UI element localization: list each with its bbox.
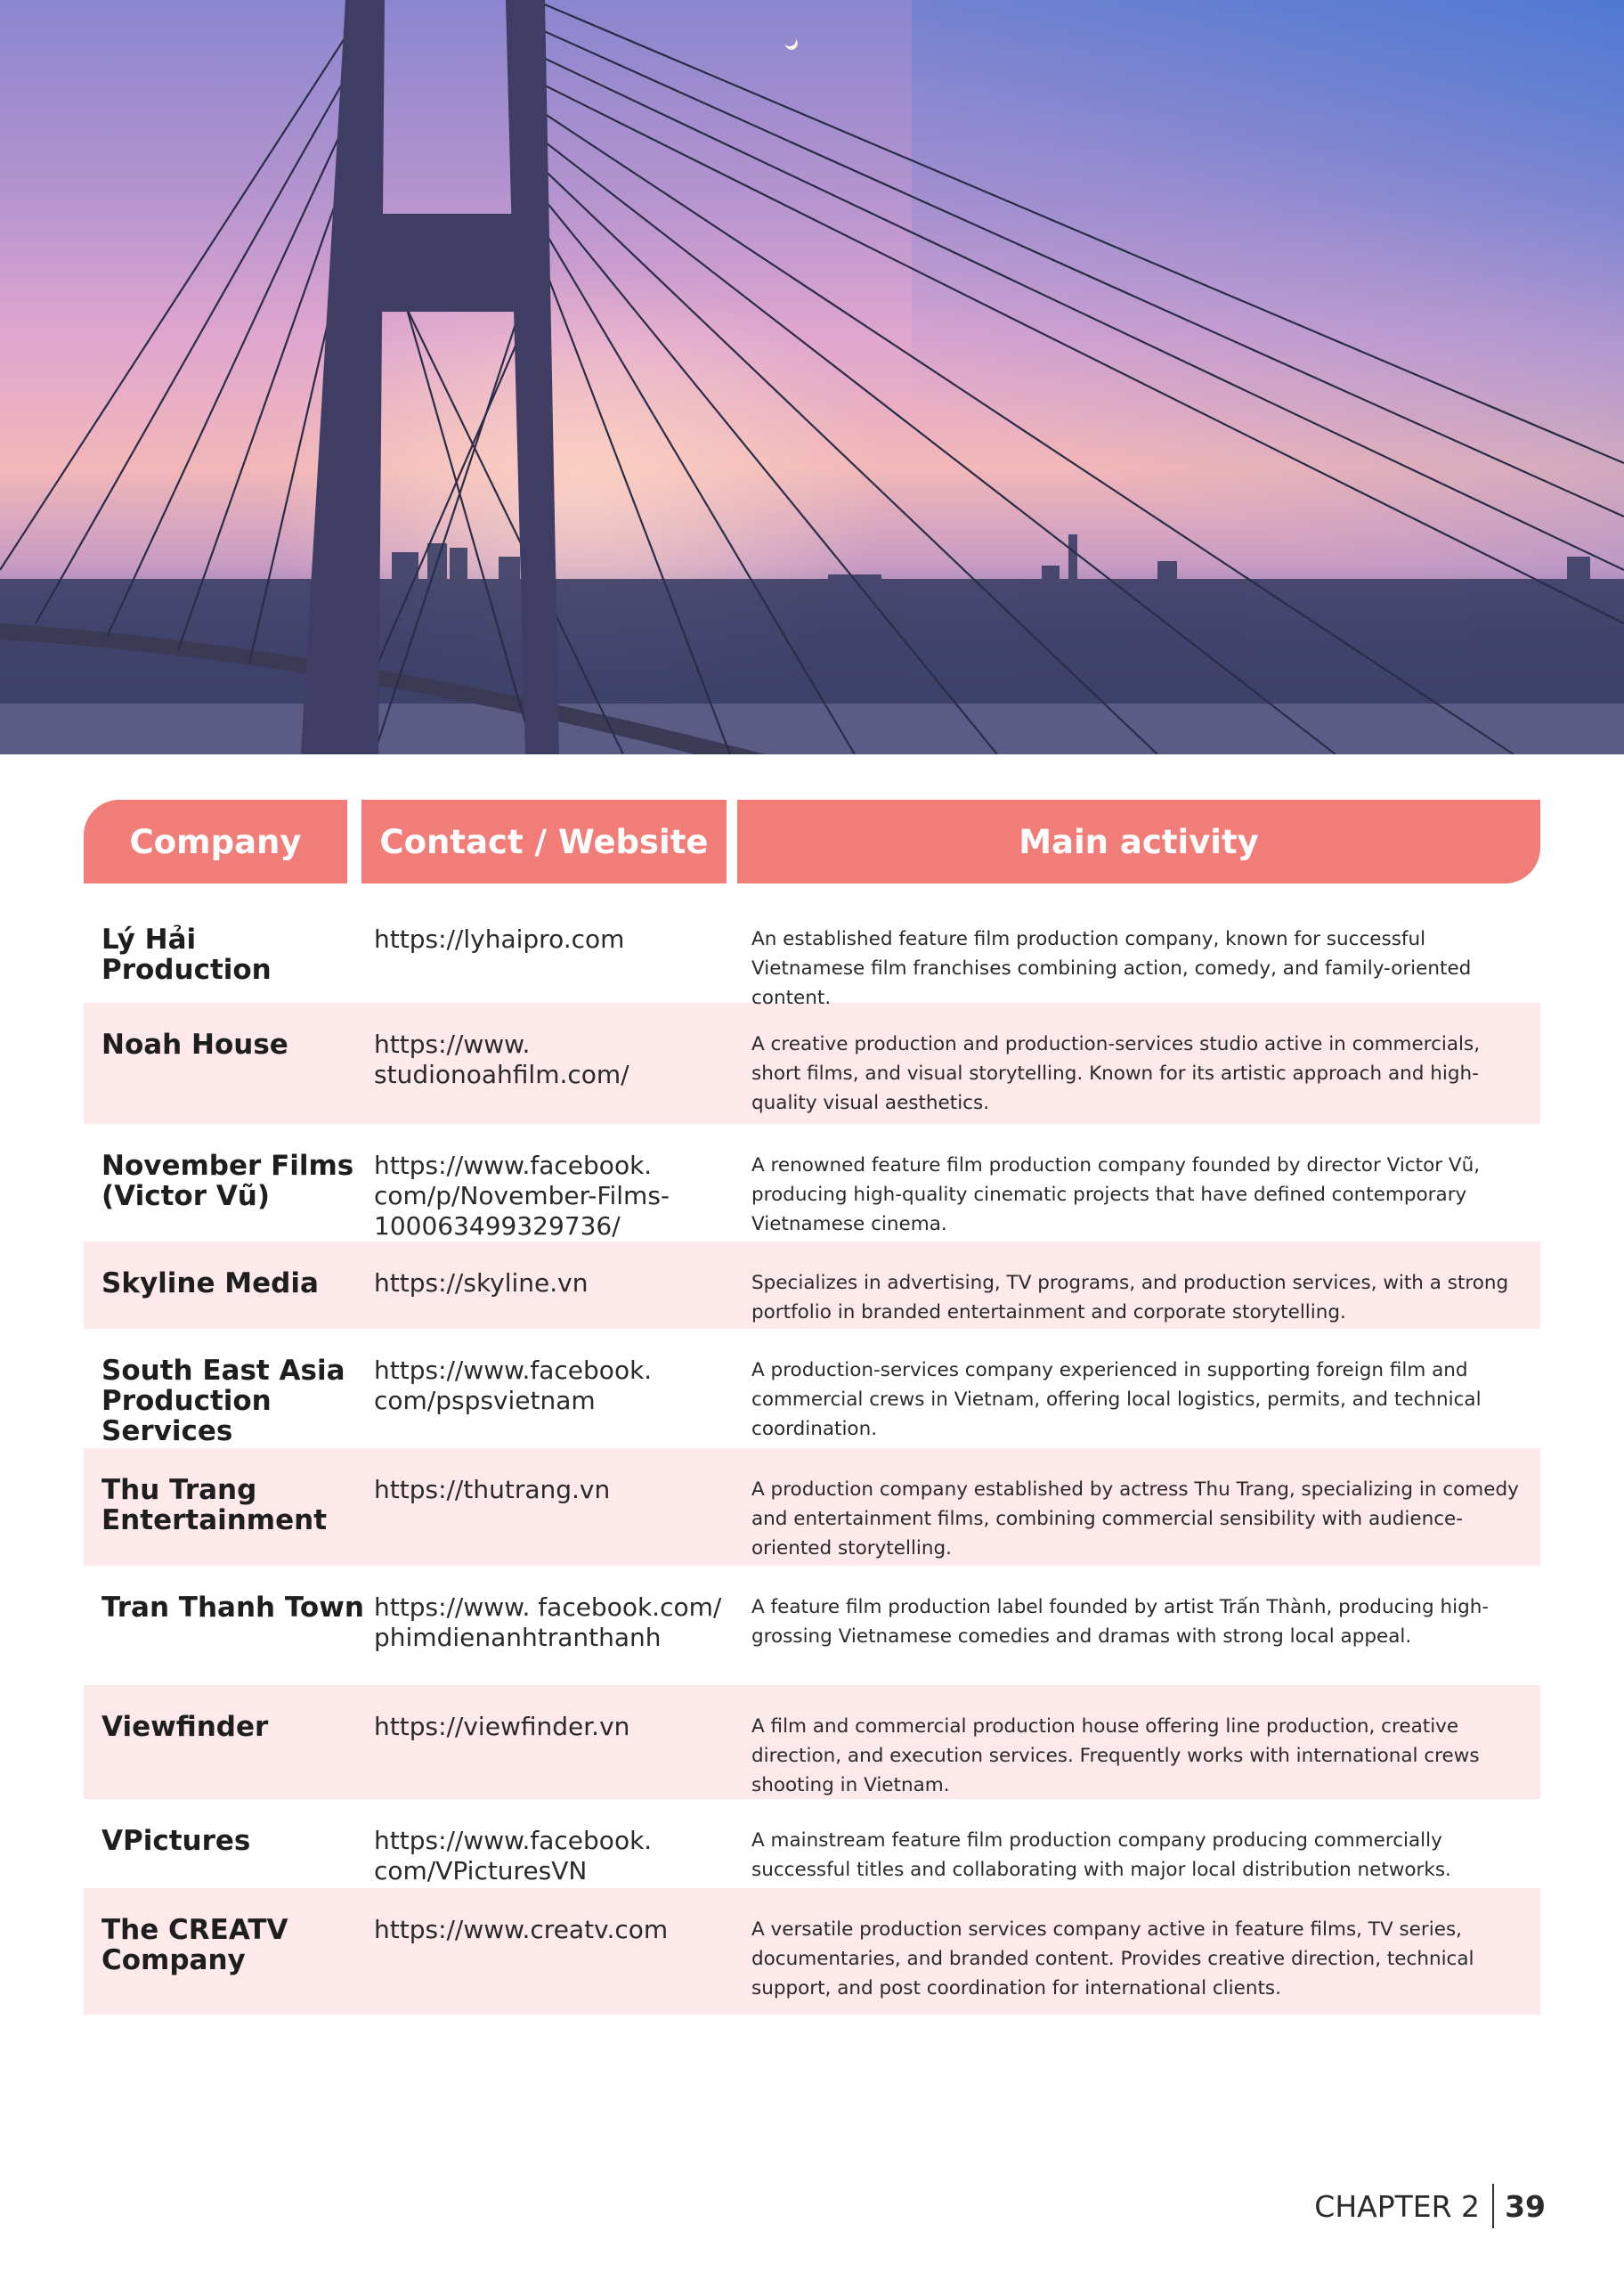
- page-number: 39: [1505, 2188, 1546, 2224]
- company-website[interactable]: https://www.facebook. com/VPicturesVN: [374, 1826, 653, 1885]
- company-name: Tran Thanh Town: [102, 1592, 364, 1624]
- table-row: [84, 1242, 1540, 1329]
- company-website[interactable]: https://www. facebook.com/ phimdienanhtranthanh: [374, 1592, 722, 1652]
- footer-divider: [1492, 2184, 1494, 2228]
- company-activity: A production-services company experienced in supporting foreign film and commercial crews in Vietnam, offering local logistics, permits, and technical coordination.: [751, 1359, 1482, 1440]
- table-row: [84, 1003, 1540, 1124]
- company-name: The CREATV Company: [102, 1914, 288, 1976]
- page-footer: [1314, 2184, 1546, 2228]
- bridge-photo: [0, 0, 1624, 754]
- company-website[interactable]: https://www.facebook. com/p/November-Films-100063499329736/: [374, 1151, 670, 1241]
- company-name: Lý Hải Production: [102, 924, 272, 986]
- company-table: [84, 800, 1540, 2015]
- company-website[interactable]: https://lyhaipro.com: [374, 924, 625, 954]
- company-activity: A mainstream feature film production company producing commercially successful titles and collaborating with major local distribution networks.: [751, 1829, 1451, 1881]
- company-activity: A creative production and production-services studio active in commercials, short films, and visual storytelling. Known for its artistic approach and high-quality visual aesthetics.: [751, 1033, 1481, 1114]
- company-name: South East Asia Production Services: [102, 1355, 345, 1447]
- chapter-label: CHAPTER 2: [1314, 2188, 1481, 2224]
- company-activity: A renowned feature film production company founded by director Victor Vũ, producing high-quality cinematic projects that have defined contemporary Vietnamese cinema.: [751, 1154, 1481, 1235]
- table-header: [84, 800, 1540, 884]
- company-website[interactable]: https://www.facebook. com/pspsvietnam: [374, 1356, 653, 1415]
- table-row: [84, 898, 1540, 1009]
- table-row: [84, 1124, 1540, 1242]
- company-activity: A production company established by actress Thu Trang, specializing in comedy and entertainment films, combining commercial sensibility with audience-oriented storytelling.: [751, 1478, 1519, 1559]
- company-website[interactable]: https://www.creatv.com: [374, 1915, 669, 1944]
- table-row: [84, 1329, 1540, 1448]
- company-activity: A feature film production label founded by artist Trấn Thành, producing high-grossing Vietnamese comedies and dramas with strong local appeal.: [751, 1596, 1490, 1648]
- header-contact: Contact / Website: [361, 800, 727, 884]
- company-activity: A versatile production services company active in feature films, TV series, documentaries, and branded content. Provides creative direction, technical support, and post coordination for international clients.: [751, 1918, 1474, 1999]
- company-activity: A film and commercial production house offering line production, creative direction, and execution services. Frequently works with international crews shooting in Vietnam.: [751, 1715, 1480, 1796]
- company-activity: Specializes in advertising, TV programs, and production services, with a strong portfolio in branded entertainment and corporate storytelling.: [751, 1272, 1509, 1323]
- table-row: [84, 1448, 1540, 1566]
- company-website[interactable]: https://thutrang.vn: [374, 1475, 611, 1504]
- company-website[interactable]: https://skyline.vn: [374, 1268, 589, 1298]
- table-row: [84, 1566, 1540, 1685]
- company-activity: An established feature film production company, known for successful Vietnamese film franchises combining action, comedy, and family-oriented content.: [751, 928, 1472, 1009]
- company-name: Skyline Media: [102, 1267, 319, 1299]
- company-name: Thu Trang Entertainment: [102, 1474, 328, 1536]
- company-name: Viewfinder: [102, 1711, 269, 1743]
- company-name: VPictures: [102, 1825, 251, 1857]
- header-activity: Main activity: [737, 800, 1540, 884]
- company-website[interactable]: https://www. studionoahfilm.com/: [374, 1030, 629, 1089]
- table-row: [84, 1799, 1540, 1888]
- company-name: Noah House: [102, 1029, 288, 1061]
- company-name: November Films (Victor Vũ): [102, 1150, 354, 1212]
- table-row: [84, 1888, 1540, 2015]
- header-company: Company: [84, 800, 347, 884]
- company-website[interactable]: https://viewfinder.vn: [374, 1712, 630, 1741]
- table-row: [84, 1685, 1540, 1799]
- bridge-illustration: [0, 0, 1624, 754]
